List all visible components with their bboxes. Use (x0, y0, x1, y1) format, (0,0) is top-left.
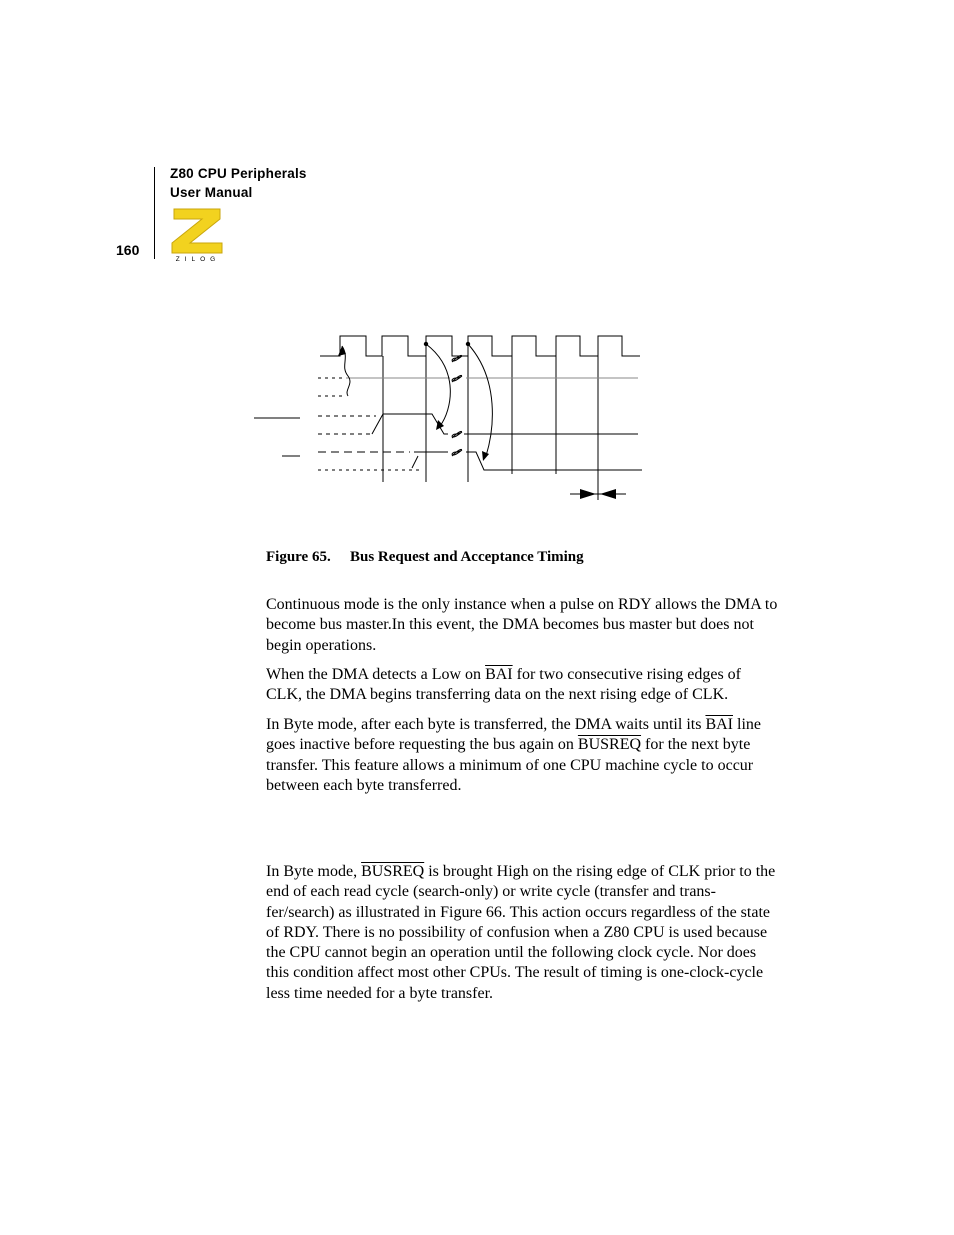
zilog-logo-z-mark (172, 209, 222, 253)
arrowhead (482, 451, 489, 461)
signal-bai: $\overline{BAI}$ (705, 716, 733, 733)
paragraph-text: When the DMA detects a Low on (266, 666, 486, 683)
header-title-line2: User Manual (170, 185, 253, 200)
signal-busreq: BUSREQ (361, 863, 425, 880)
paragraph-text: is brought High on the rising edge of CLK prior to the end of each read cycle (search-only) or write cycle (transfer and trans-fer/search) as illustrated in Figure 66. This action occurs regardless of the state of RDY. There is no possibility of confusion when a Z80 CPU is used because the CPU cannot begin an operation until the following clock cycle. Nor does this condition affect most other CPUs. The result of timing is one-clock-cycle less time needed for a byte transfer. (266, 863, 776, 1002)
clk-waveform (320, 336, 640, 356)
bai-waveform (466, 452, 642, 470)
zilog-logo-wordmark: ZILOG (175, 256, 221, 263)
figure-label: Figure 65. (266, 549, 331, 565)
break-symbol (452, 375, 462, 382)
clock-edge-dot (466, 342, 470, 346)
bus-timing-diagram (250, 330, 650, 505)
clock-edge-dot (424, 342, 428, 346)
paragraph-bai-detect (266, 665, 778, 706)
break-symbol (452, 449, 462, 456)
paragraph-text: Continuous mode is the only instance when a pulse on RDY allows the DMA to become bus master.In this event, the DMA becomes bus master but does not begin operations. (266, 596, 778, 654)
signal-bai: $\overline{BAI}$ (485, 666, 513, 683)
paragraph-text: line goes inactive before requesting the bus again on (266, 716, 761, 754)
zilog-logo (170, 205, 226, 263)
paragraph-text: for the next byte transfer. This feature allows a minimum of one CPU machine cycle to occur between each byte transferred. (266, 736, 754, 794)
paragraph-byte-mode-wait (266, 715, 778, 796)
paragraph-text: for two consecutive rising edges of CLK, the DMA begins transferring data on the next rising edge of CLK. (266, 666, 742, 704)
break-symbol (452, 431, 462, 438)
signal-line (412, 456, 418, 468)
paragraph-continuous-mode (266, 595, 778, 656)
interval-arrow-left (600, 489, 616, 499)
cause-arrow (468, 344, 492, 456)
page-number: 160 (116, 242, 140, 258)
paragraph-byte-mode-busreq (266, 862, 778, 1004)
header-title-line1: Z80 CPU Peripherals (170, 166, 307, 181)
header-rule (154, 167, 155, 259)
running-header (170, 164, 307, 202)
interval-arrow-right (580, 489, 596, 499)
paragraph-text: In Byte mode, (266, 863, 362, 880)
signal-busreq: BUSREQ (577, 736, 642, 754)
figure-caption (266, 549, 584, 566)
paragraph-text: In Byte mode, after each byte is transferred, the DMA waits until its (266, 716, 706, 733)
figure-title: Bus Request and Acceptance Timing (350, 549, 584, 565)
